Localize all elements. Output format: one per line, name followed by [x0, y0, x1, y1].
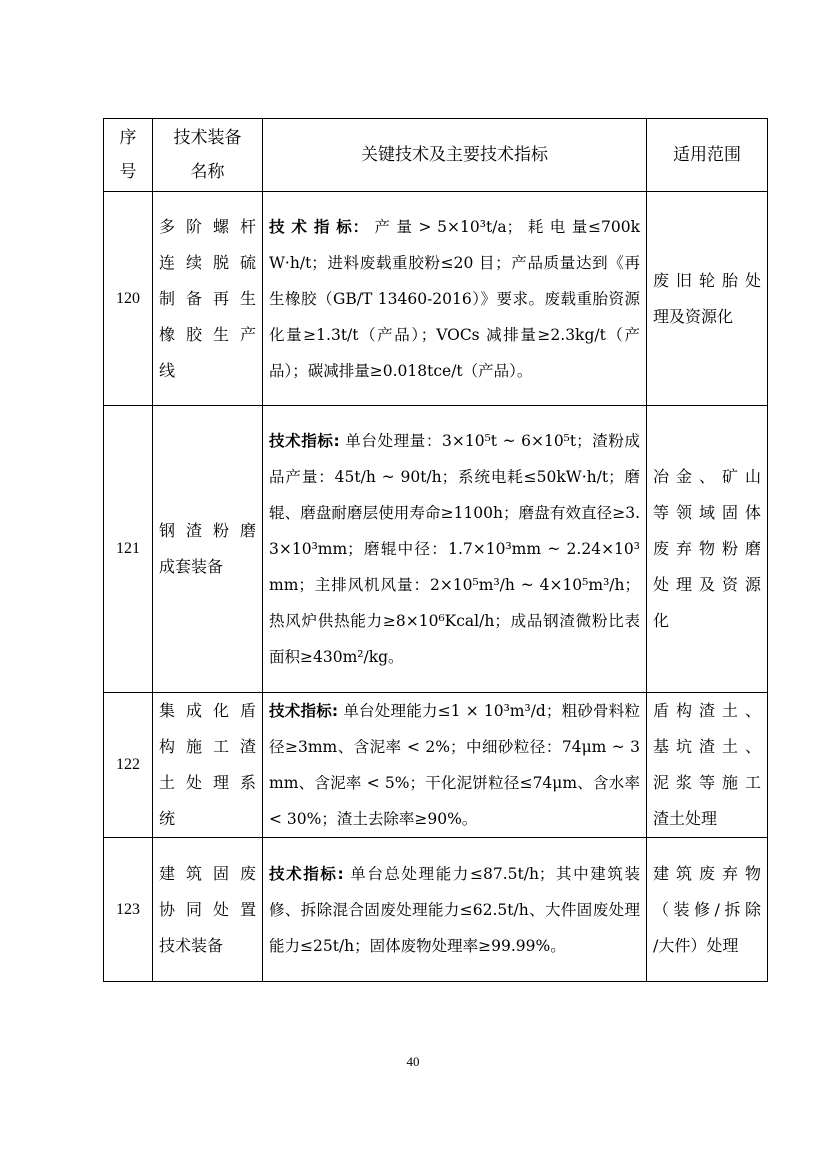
indicator-text: 单台处理量：3×10⁵t ~ 6×10⁵t；渣粉成品产量：45t/h ~ 90t/h；系统电耗≤50kW·h/t；磨辊、磨盘耐磨层使用寿命≥1100h；磨盘有效直径≥3.3×10³mm；磨辊中径：1.7×10³mm ~ 2.24×10³mm；主排风机风量：2×10⁵m³/h ~ 4×10⁵m³/h；热风炉供热能力≥8×10⁶Kcal/h；成品钢渣微粉比表面积≥430m²/kg。 [269, 432, 641, 666]
row-number: 122 [104, 693, 153, 838]
indicator-text: 单台总处理能力≤87.5t/h；其中建筑装修、拆除混合固废处理能力≤62.5t/h、大件固废处理能力≤25t/h；固体废物处理率≥99.99%。 [269, 864, 640, 955]
table-row [104, 693, 768, 838]
header-serial-number: 序 号 [104, 119, 153, 192]
header-key-technology: 关键技术及主要技术指标 [263, 119, 647, 192]
technical-indicators [263, 406, 647, 693]
table-row [104, 406, 768, 693]
row-number: 123 [104, 838, 153, 982]
technical-indicators [263, 693, 647, 838]
equipment-name: 集 成 化 盾 构 施 工 渣 土 处 理 系 统 [153, 693, 263, 838]
table-header-row [104, 119, 768, 192]
indicator-label: 技术指标: [269, 702, 339, 720]
application-scope: 盾构渣土、 基坑渣土、 泥浆等施工 渣土处理 [647, 693, 768, 838]
equipment-name: 建 筑 固 废 协 同 处 置 技术装备 [153, 838, 263, 982]
technical-indicators [263, 838, 647, 982]
page-number: 40 [406, 1054, 420, 1069]
indicator-text: 单台处理能力≤1 × 10³m³/d；粗砂骨料粒径≥3mm、含泥率 < 2%；中细砂粒径：74μm ~ 3mm、含泥率 < 5%；干化泥饼粒径≤74μm、含水率 < 30%；渣土去除率≥90%。 [269, 702, 641, 828]
row-number: 121 [104, 406, 153, 693]
indicator-text: 产 量 > 5×10³t/a； 耗 电 量≤700kW·h/t；进料废载重胶粉≤20 目；产品质量达到《再生橡胶（GB/T 13460-2016）》要求。废载重胎资源化量≥1.3t/t（产品）；VOCs 减排量≥2.3kg/t（产品）；碳减排量≥0.018tce/t（产品）。 [269, 217, 640, 380]
table-row [104, 838, 768, 982]
table-row [104, 192, 768, 406]
indicator-label: 技 术 指 标： [269, 217, 369, 236]
indicator-label: 技术指标: [269, 864, 344, 883]
header-equipment-name: 技术装备 名称 [153, 119, 263, 192]
indicator-label: 技术指标: [269, 432, 340, 450]
application-scope: 建筑废弃物 （装修/拆除 /大件）处理 [647, 838, 768, 982]
application-scope: 废旧轮胎处 理及资源化 [647, 192, 768, 406]
row-number: 120 [104, 192, 153, 406]
equipment-name: 钢 渣 粉 磨 成套装备 [153, 406, 263, 693]
header-scope: 适用范围 [647, 119, 768, 192]
equipment-name: 多 阶 螺 杆 连 续 脱 硫 制 备 再 生 橡 胶 生 产 线 [153, 192, 263, 406]
technical-indicators [263, 192, 647, 406]
equipment-table [103, 118, 768, 982]
application-scope: 冶金、矿山 等领域固体 废弃物粉磨 处理及资源 化 [647, 406, 768, 693]
